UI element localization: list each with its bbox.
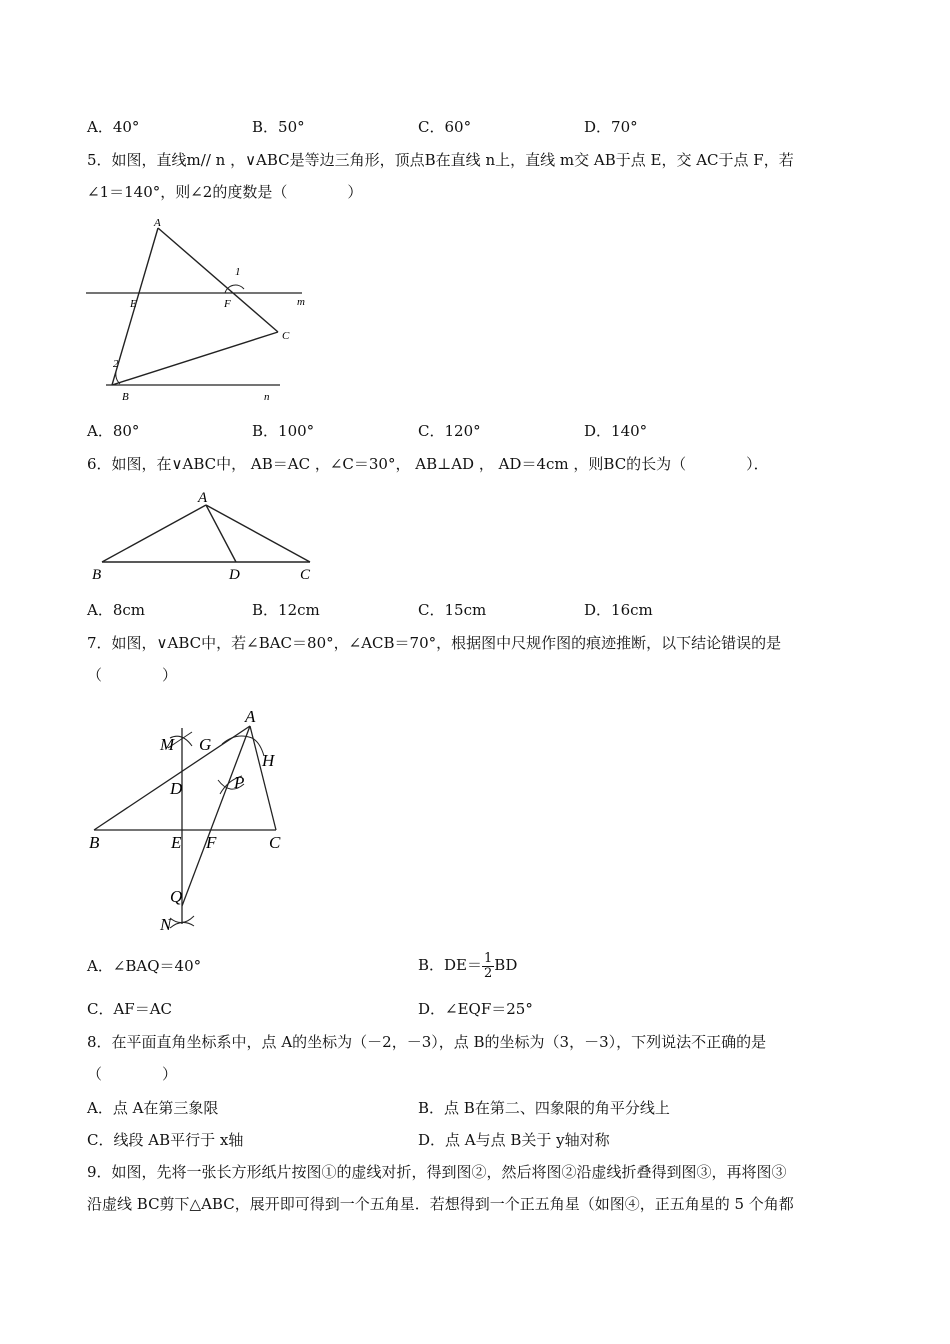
q6-label-a: A [198, 490, 208, 506]
q7-label-q: Q [170, 887, 183, 906]
q7-option-b-rhs: BD [494, 956, 518, 974]
q7-label-m: M [160, 735, 175, 754]
q4-option-c: C．60° [418, 118, 472, 136]
q7-option-b-prefix: B． [418, 956, 445, 974]
q7-label-g: G [199, 735, 212, 754]
q5-label-f: F [224, 298, 231, 310]
q8-text-line2: （ ） [87, 1065, 178, 1083]
q8-option-c: C．线段 AB平行于 x轴 [87, 1131, 244, 1149]
q8-option-d: D．点 A与点 B关于 y轴对称 [418, 1131, 610, 1149]
q5-label-b: B [122, 391, 129, 403]
q6-option-a: A．8cm [87, 601, 146, 619]
q7-text-line2: （ ） [87, 666, 178, 684]
q7-label-n: N [160, 915, 172, 934]
q7-label-d: D [170, 779, 183, 798]
q5-option-a: A．80° [87, 422, 140, 440]
q7-option-c: C．AF＝AC [87, 1000, 173, 1018]
q7-figure [86, 700, 306, 940]
q5-text-line1: 5．如图，直线m// n ，∨ABC是等边三角形，顶点B在直线 n上，直线 m交 AB于点 E，交 AC于点 F，若 [87, 151, 794, 169]
q7-option-a: A．∠BAQ＝40° [87, 957, 202, 975]
q6-text-line1: 6．如图，在∨ABC中， AB＝AC ，∠C＝30°， AB⊥AD ， AD＝4cm ，则BC的长为（ ）． [87, 455, 769, 473]
q4-option-b: B．50° [252, 118, 305, 136]
q8-option-a: A．点 A在第三象限 [87, 1099, 219, 1117]
q5-option-d: D．140° [584, 422, 648, 440]
q5-label-n: n [264, 391, 270, 403]
q5-option-c: C．120° [418, 422, 481, 440]
q9-text-line2: 沿虚线 BC剪下△ABC，展开即可得到一个五角星．若想得到一个正五角星（如图④，正五角星的 5 个角都 [87, 1195, 794, 1213]
q7-option-b-fraction [482, 952, 494, 981]
q6-figure [88, 486, 323, 586]
q7-option-b [418, 947, 517, 983]
q5-text-line2: ∠1＝140°，则∠2的度数是（ ） [87, 183, 363, 201]
q6-option-d: D．16cm [584, 601, 653, 619]
q7-label-a: A [245, 707, 256, 726]
q5-label-1: 1 [235, 266, 241, 278]
q7-option-b-denominator: 2 [484, 965, 493, 981]
q5-option-b: B．100° [252, 422, 315, 440]
q4-option-d: D．70° [584, 118, 638, 136]
q7-label-f: F [206, 833, 217, 852]
q4-option-a: A．40° [87, 118, 140, 136]
q7-label-p: P [234, 773, 245, 792]
q8-option-b: B．点 B在第二、四象限的角平分线上 [418, 1099, 670, 1117]
q6-label-c: C [300, 567, 311, 583]
q7-text-line1: 7．如图，∨ABC中，若∠BAC＝80°，∠ACB＝70°，根据图中尺规作图的痕迹推断，以下结论错误的是 [87, 634, 782, 652]
q6-label-d: D [229, 567, 240, 583]
q5-label-c: C [282, 330, 290, 342]
q7-option-b-numerator: 1 [484, 950, 493, 966]
q9-text-line1: 9．如图，先将一张长方形纸片按图①的虚线对折，得到图②，然后将图②沿虚线折叠得到图③，再将图③ [87, 1163, 787, 1181]
q7-option-b-lhs: DE＝ [444, 956, 483, 974]
q5-label-e: E [130, 298, 137, 310]
q5-label-a: A [154, 217, 161, 229]
q6-label-b: B [92, 567, 102, 583]
q5-figure [80, 212, 320, 407]
q8-text-line1: 8．在平面直角坐标系中，点 A的坐标为（－2，－3），点 B的坐标为（3，－3），下列说法不正确的是 [87, 1033, 767, 1051]
q5-label-2: 2 [113, 358, 119, 370]
q7-option-d: D．∠EQF＝25° [418, 1000, 533, 1018]
q6-option-b: B．12cm [252, 601, 320, 619]
q7-label-e: E [171, 833, 182, 852]
q6-option-c: C．15cm [418, 601, 487, 619]
q7-label-h: H [262, 751, 275, 770]
q7-label-b: B [89, 833, 100, 852]
q5-label-m: m [297, 296, 305, 308]
q7-label-c: C [269, 833, 281, 852]
